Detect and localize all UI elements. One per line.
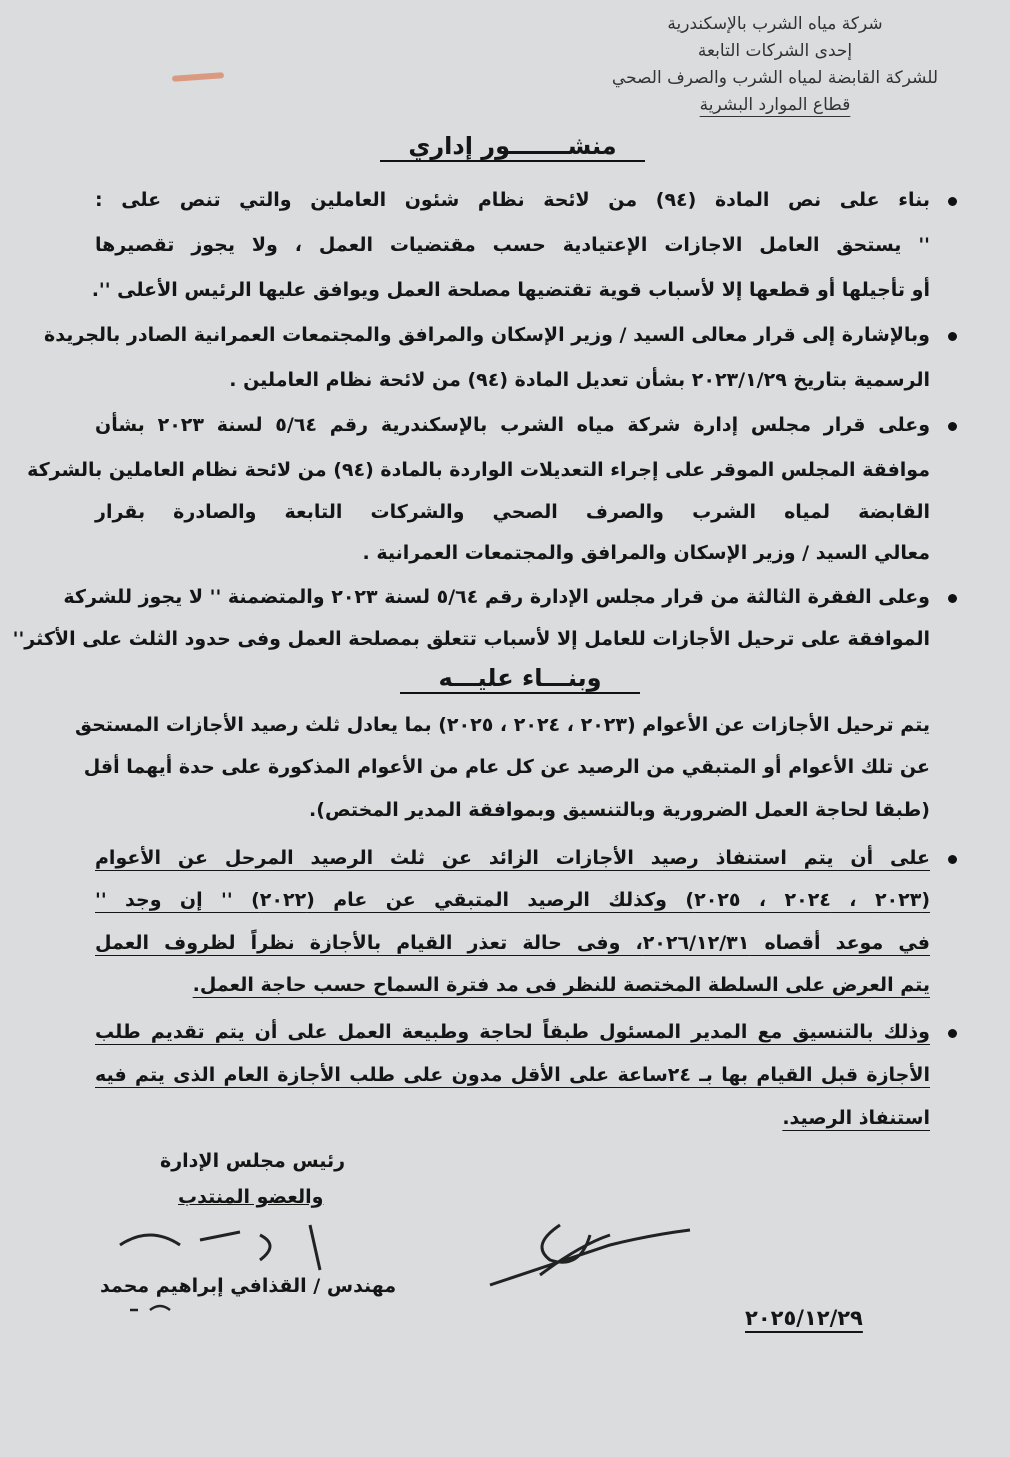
text-line: معالي السيد / وزير الإسكان والمرافق والمجتمعات العمرانية . — [362, 542, 930, 564]
text-line: في موعد أقصاه ٢٠٢٦/١٢/٣١، وفى حالة تعذر القيام بالأجازة نظراً لظروف العمل — [95, 932, 930, 954]
text-line: استنفاذ الرصيد. — [782, 1107, 930, 1129]
text-line: الأجازة قبل القيام بها بـ ٢٤ساعة على الأقل مدون على طلب الأجازة العام الذى يتم فيه — [95, 1064, 931, 1086]
text-line: القابضة لمياه الشرب والصرف الصحي والشركات التابعة والصادرة بقرار — [95, 501, 930, 523]
bullet-icon — [948, 855, 957, 864]
bullet-icon — [948, 332, 957, 341]
text-line: (٢٠٢٣ ، ٢٠٢٤ ، ٢٠٢٥) وكذلك الرصيد المتبقي عن عام (٢٠٢٢) '' إن وجد '' — [95, 889, 931, 911]
text-line: على أن يتم استنفاذ رصيد الأجازات الزائد عن ثلث الرصيد المرحل عن الأعوام — [95, 847, 930, 869]
page-title: منشـــــــور إداري — [380, 132, 645, 162]
text-line: أو تأجيلها أو قطعها إلا لأسباب قوية تقتضيها مصلحة العمل ويوافق عليها الرئيس الأعلى ''. — [91, 279, 930, 301]
document-date: ٢٠٢٥/١٢/٢٩ — [745, 1306, 863, 1330]
bullet-icon — [948, 197, 957, 206]
signature-scribble — [480, 1215, 700, 1295]
text-line: وبالإشارة إلى قرار معالى السيد / وزير الإسكان والمرافق والمجتمعات العمرانية الصادر بالجريدة — [44, 324, 930, 346]
signatory-name: مهندس / القذافي إبراهيم محمد — [100, 1275, 397, 1297]
holding-company: للشركة القابضة لمياه الشرب والصرف الصحي — [611, 68, 939, 88]
text-line: بناء على نص المادة (٩٤) من لائحة نظام شئون العاملين والتي تنص على : — [95, 189, 930, 211]
text-line: الرسمية بتاريخ ٢٠٢٣/١/٢٩ بشأن تعديل المادة (٩٤) من لائحة نظام العاملين . — [229, 369, 930, 391]
ink-mark — [172, 72, 224, 82]
bullet-icon — [948, 422, 957, 431]
text-line: '' يستحق العامل الاجازات الإعتيادية حسب مقتضيات العمل ، ولا يجوز تقصيرها — [95, 234, 930, 256]
text-line: موافقة المجلس الموقر على إجراء التعديلات الواردة بالمادة (٩٤) من لائحة نظام العاملين بالشركة — [27, 459, 930, 481]
text-line: يتم ترحيل الأجازات عن الأعوام (٢٠٢٣ ، ٢٠٢٤ ، ٢٠٢٥) بما يعادل ثلث رصيد الأجازات المستحق — [74, 714, 930, 736]
text-line: وذلك بالتنسيق مع المدير المسئول طبقاً لحاجة وطبيعة العمل على أن يتم تقديم طلب — [95, 1021, 930, 1043]
bullet-icon — [948, 594, 957, 603]
signatory-role-2: والعضو المنتدب — [178, 1186, 324, 1208]
company-subtitle: إحدى الشركات التابعة — [697, 41, 853, 61]
text-line: يتم العرض على السلطة المختصة للنظر فى مد فترة السماح حسب حاجة العمل. — [192, 974, 930, 996]
text-line: وعلى قرار مجلس إدارة شركة مياه الشرب بالإسكندرية رقم ٥/٦٤ لسنة ٢٠٢٣ بشأن — [95, 414, 931, 436]
bullet-icon — [948, 1029, 957, 1038]
department: قطاع الموارد البشرية — [699, 95, 851, 115]
text-line: وعلى الفقرة الثالثة من قرار مجلس الإدارة رقم ٥/٦٤ لسنة ٢٠٢٣ والمتضمنة '' لا يجوز للشركة — [63, 586, 930, 608]
text-line: عن تلك الأعوام أو المتبقي من الرصيد عن كل عام من الأعوام المذكورة على حدة أيهما أقل — [83, 756, 930, 778]
text-line: (طبقا لحاجة العمل الضرورية وبالتنسيق وبموافقة المدير المختص). — [309, 799, 930, 821]
company-name: شركة مياه الشرب بالإسكندرية — [667, 14, 883, 34]
section-heading: وبنـــاء عليـــه — [400, 664, 640, 694]
signatory-role: رئيس مجلس الإدارة — [160, 1150, 346, 1172]
text-line: الموافقة على ترحيل الأجازات للعامل إلا لأسباب تتعلق بمصلحة العمل وفى حدود الثلث على الأكثر'' — [12, 628, 930, 650]
handwritten-signature — [110, 1215, 410, 1325]
